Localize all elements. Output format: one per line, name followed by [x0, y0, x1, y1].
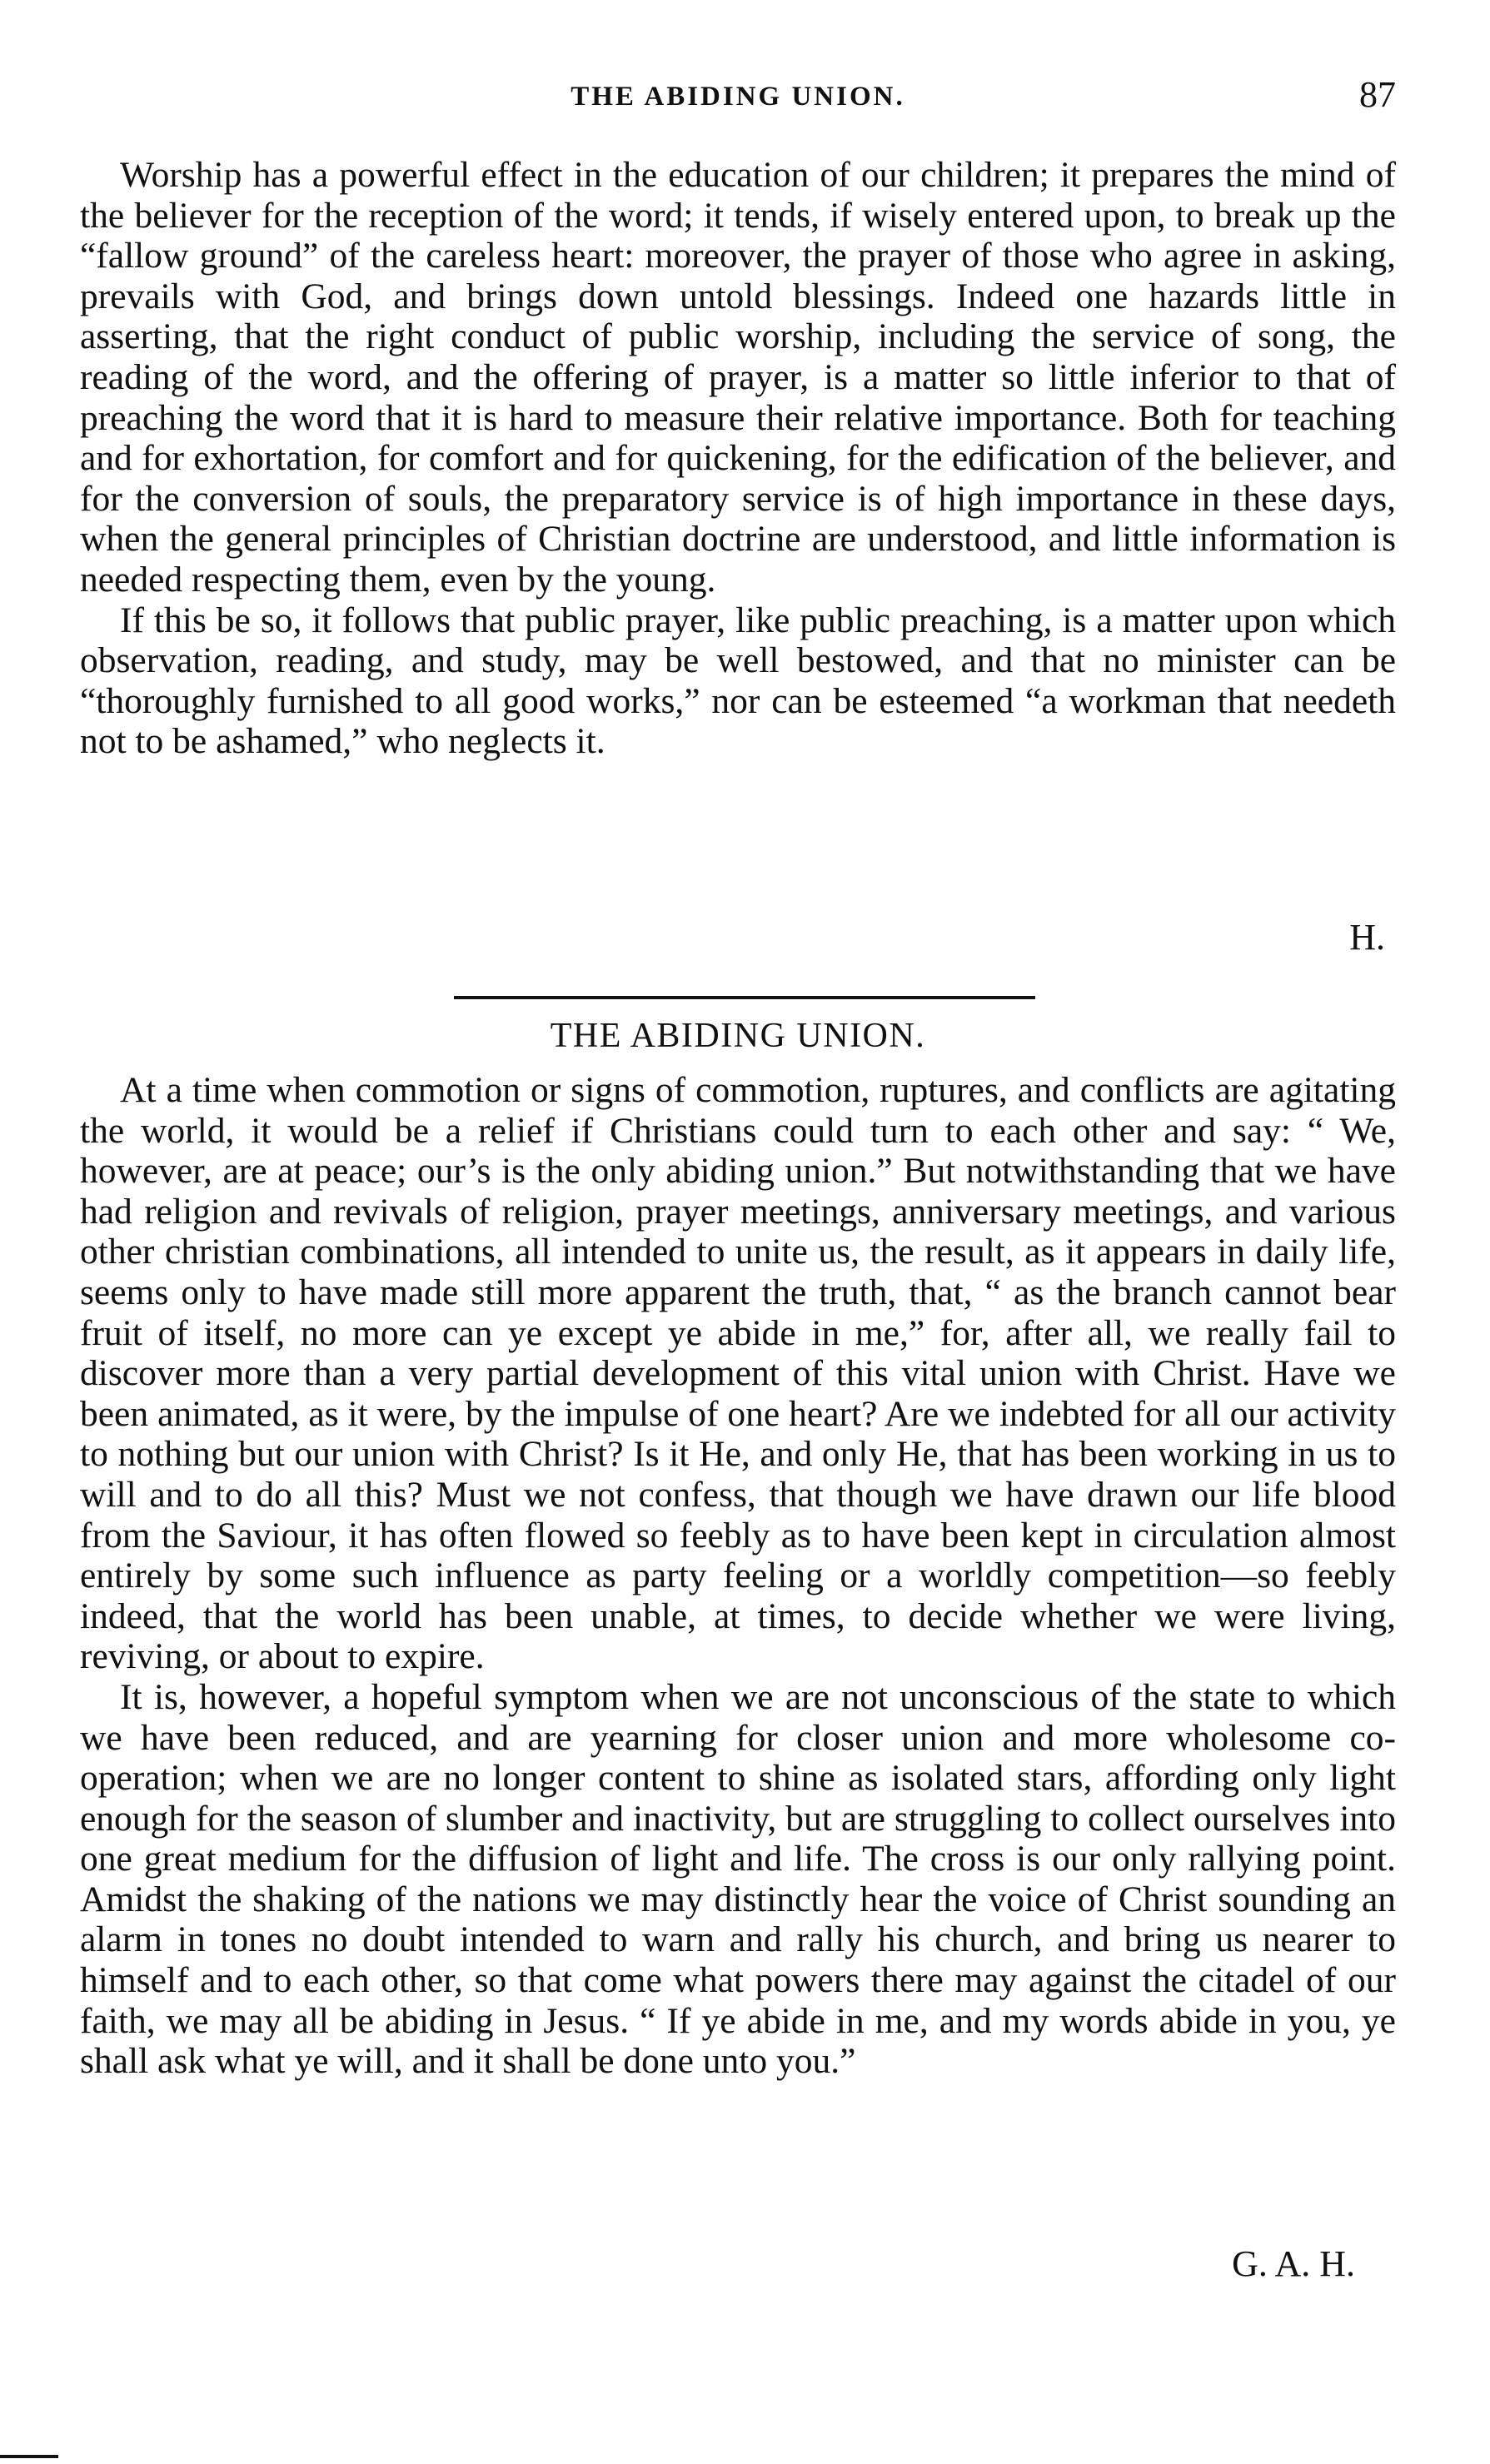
- paragraph: It is, however, a hopeful symptom when we are not unconscious of the state to which we have been reduced, and are yearning for closer union and more wholesome co-operation; when we are no longer content to shine as isolated stars, affording only light enough for the season of slumber and inactivity, but are struggling to collect ourselves into one great medium for the diffusion of light and life. The cross is our only rallying point. Amidst the shaking of the nations we may distinctly hear the voice of Christ sounding an alarm in tones no doubt intended to warn and rally his church, and bring us nearer to himself and to each other, so that come what powers there may against the citadel of our faith, we may all be abiding in Jesus. “ If ye abide in me, and my words abide in you, ye shall ask what ye will, and it shall be done unto you.”: [80, 1676, 1396, 2082]
- running-head: [80, 73, 1396, 123]
- section-divider: [454, 996, 1035, 999]
- paragraph: If this be so, it follows that public prayer, like public preaching, is a matter upon which observation, reading, and study, may be well bestowed, and that no minister can be “thoroughly furnished to all good works,” nor can be esteemed “a workman that needeth not to be ashamed,” who neglects it.: [80, 600, 1396, 762]
- article-1-body: [80, 155, 1396, 762]
- article-1-signature: H.: [1349, 917, 1385, 958]
- paragraph: Worship has a powerful effect in the education of our children; it prepares the mind of the believer for the reception of the word; it tends, if wisely entered upon, to break up the “fallow ground” of the careless heart: moreover, the prayer of those who agree in asking, prevails with God, and brings down untold blessings. Indeed one hazards little in asserting, that the right conduct of public worship, including the service of song, the reading of the word, and the offering of prayer, is a matter so little inferior to that of preaching the word that it is hard to measure their relative importance. Both for teaching and for exhortation, for comfort and for quickening, for the edification of the believer, and for the conversion of souls, the preparatory service is of high importance in these days, when the general principles of Christian doctrine are understood, and little information is needed respecting them, even by the young.: [80, 155, 1396, 600]
- page-number: 87: [1359, 74, 1396, 115]
- section-title: THE ABIDING UNION.: [550, 1017, 926, 1055]
- scan-edge-mark: [0, 2455, 58, 2458]
- paragraph: At a time when commotion or signs of commotion, ruptures, and conflicts are agitating the world, it would be a relief if Christians could turn to each other and say: “ We, however, are at peace; our’s is the only abiding union.” But notwithstanding that we have had religion and revivals of religion, prayer meetings, anniversary meetings, and various other christian combinations, all intended to unite us, the result, as it appears in daily life, seems only to have made still more apparent the truth, that, “ as the branch cannot bear fruit of itself, no more can ye except ye abide in me,” for, after all, we really fail to discover more than a very partial development of this vital union with Christ. Have we been animated, as it were, by the impulse of one heart? Are we indebted for all our activity to nothing but our union with Christ? Is it He, and only He, that has been working in us to will and to do all this? Must we not confess, that though we have drawn our life blood from the Saviour, it has often flowed so feebly as to have been kept in circulation almost entirely by some such influence as party feeling or a worldly competition—so feebly indeed, that the world has been unable, at times, to decide whether we were living, reviving, or about to expire.: [80, 1070, 1396, 1677]
- article-2-signature: G. A. H.: [1232, 2243, 1355, 2284]
- running-title: THE ABIDING UNION.: [571, 82, 905, 112]
- article-2-body: [80, 1070, 1396, 2082]
